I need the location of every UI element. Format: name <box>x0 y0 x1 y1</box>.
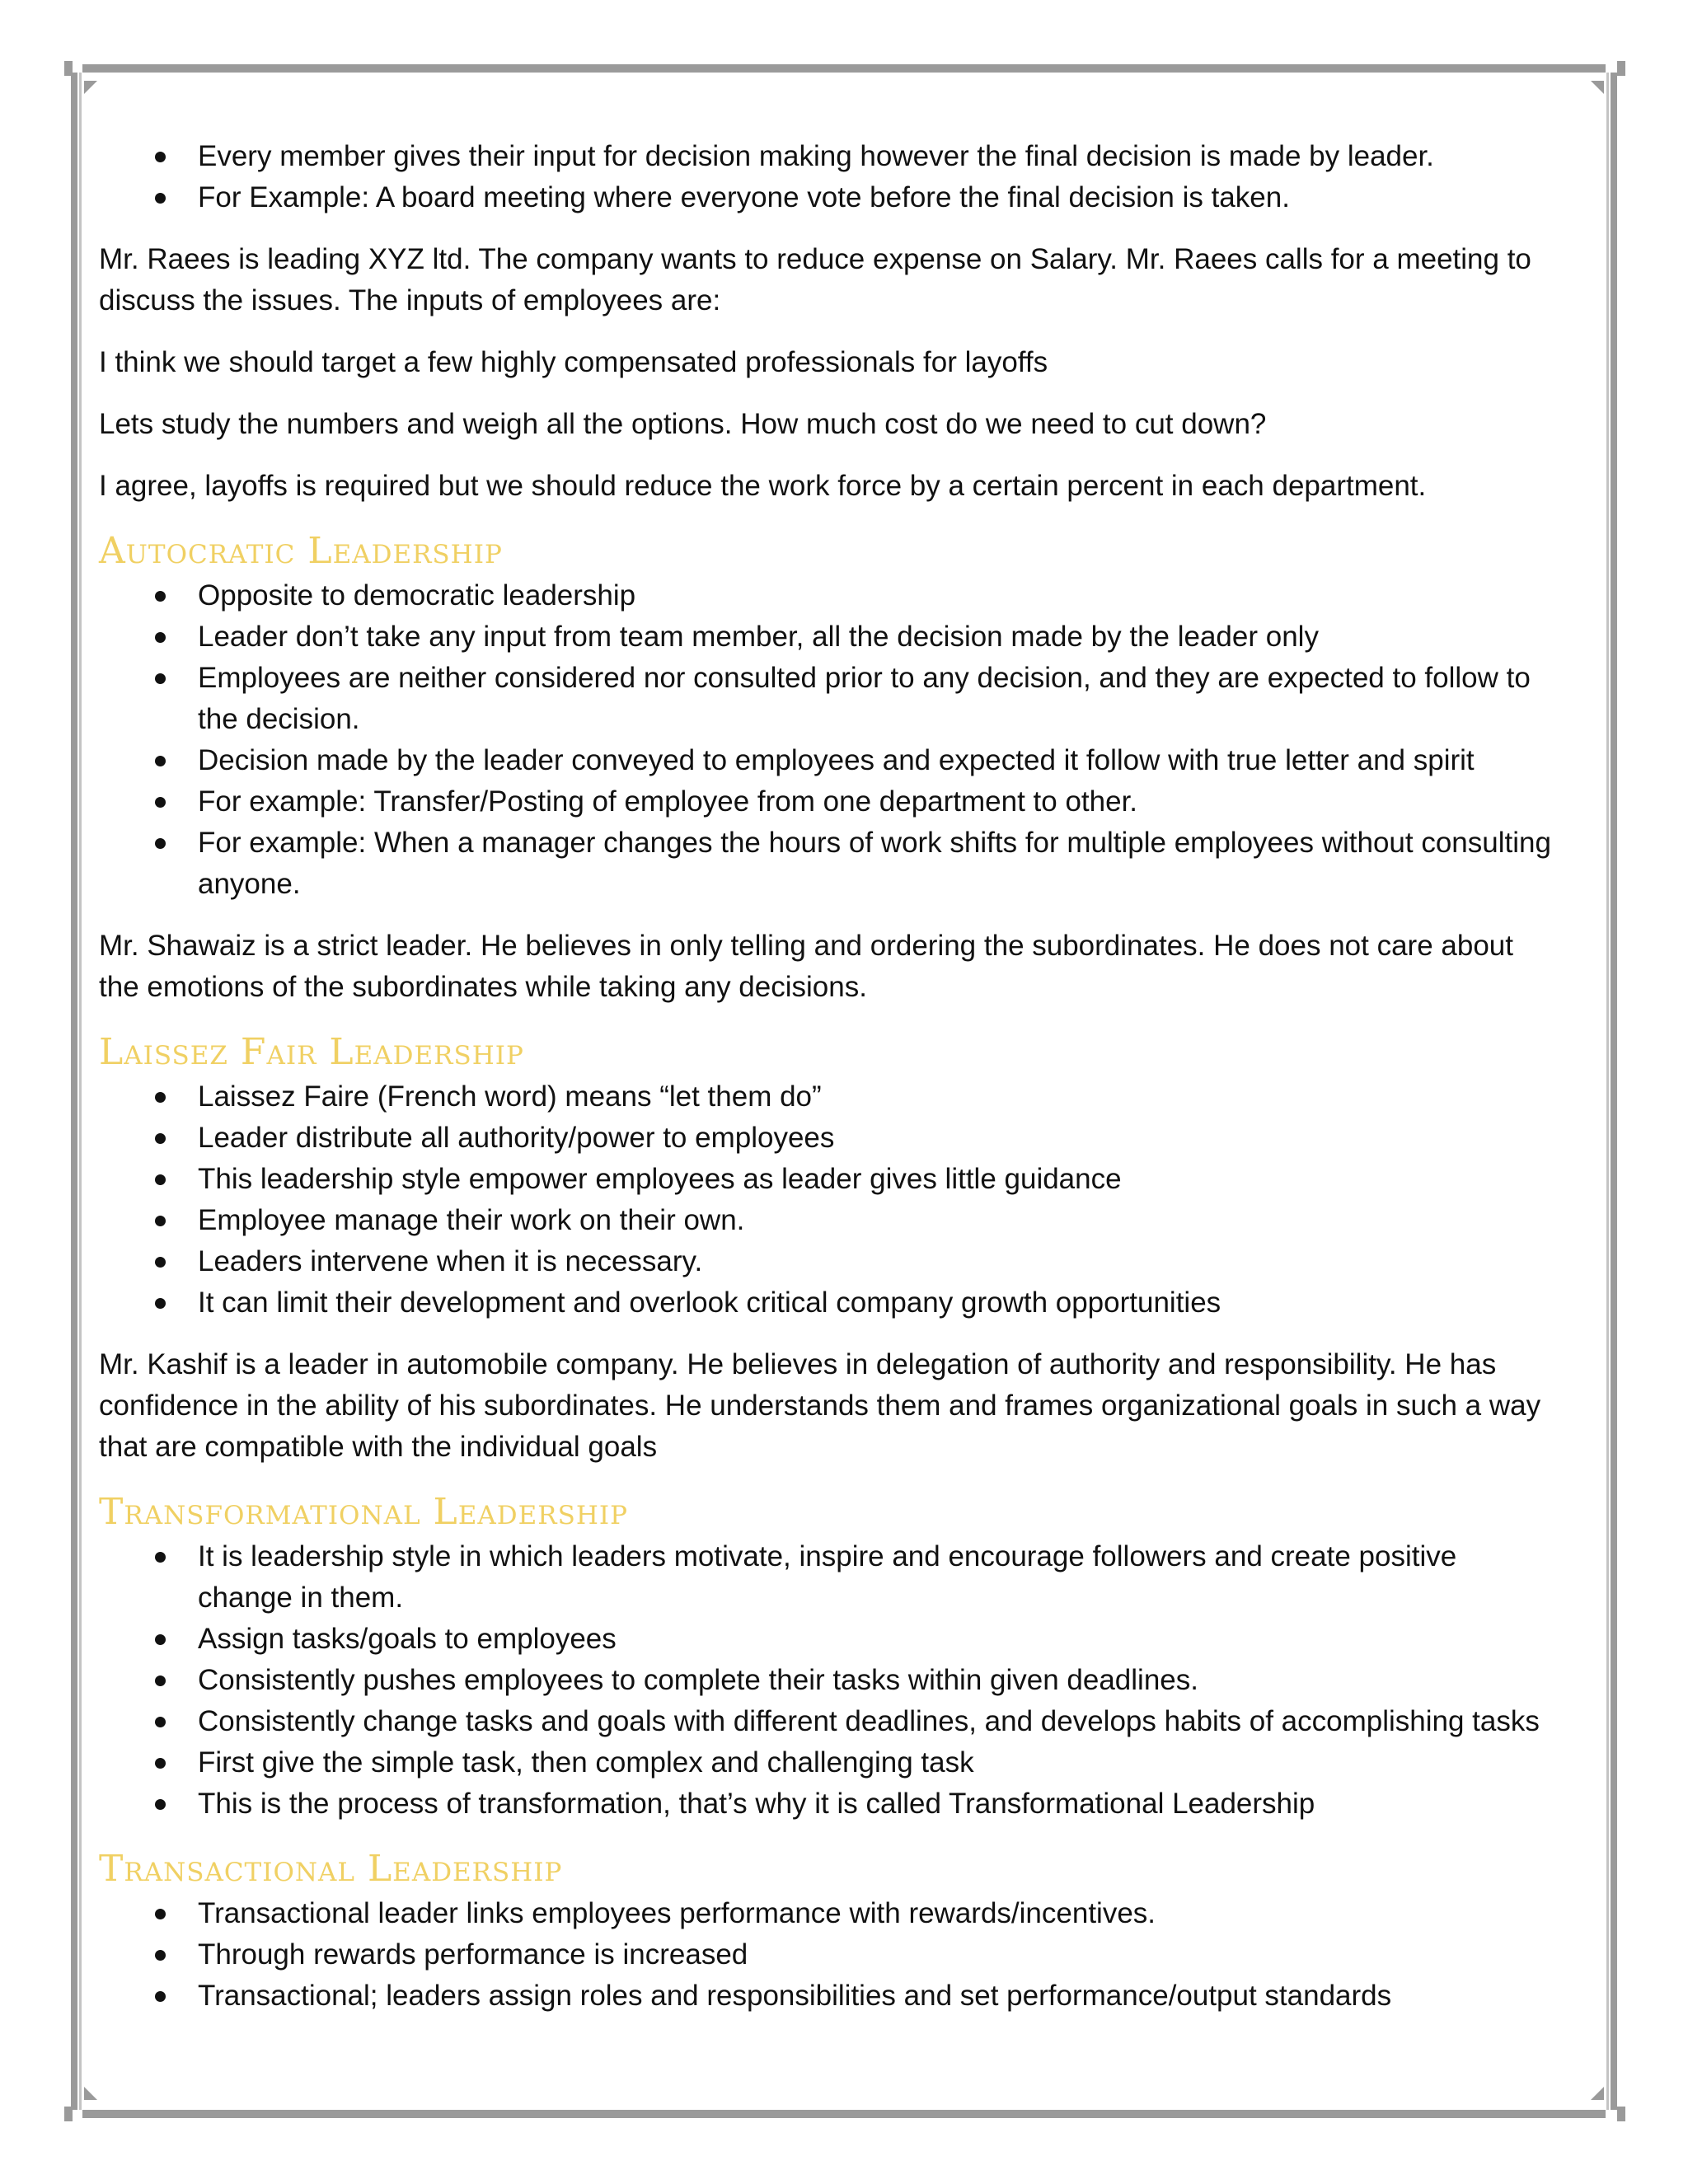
intro-paragraph: I think we should target a few highly compensated professionals for layoffs <box>99 346 1048 378</box>
list-item: Employee manage their work on their own. <box>99 1200 1558 1241</box>
list-item: It can limit their development and overlook critical company growth opportunities <box>99 1282 1558 1324</box>
section-heading-autocratic: Autocratic Leadership <box>99 530 503 572</box>
corner-ornament-bottom-left <box>64 2107 73 2121</box>
section-heading-transformational: Transformational Leadership <box>99 1491 628 1533</box>
corner-triangle-top-left <box>84 81 97 94</box>
list-item: This leadership style empower employees as leader gives little guidance <box>99 1159 1558 1200</box>
laissez-fair-example-paragraph: Mr. Kashif is a leader in automobile company. He believes in delegation of authority and responsibility. He has confidence in the ability of his subordinates. He understands them and frames organizational goals in such a way that are compatible with the individual goals <box>99 1348 1541 1463</box>
list-item: Laissez Faire (French word) means “let them do” <box>99 1076 1558 1118</box>
list-item: Leaders intervene when it is necessary. <box>99 1241 1558 1282</box>
autocratic-bullet-list <box>99 575 1558 905</box>
list-item: For example: Transfer/Posting of employee from one department to other. <box>99 781 1558 823</box>
list-item: For example: When a manager changes the hours of work shifts for multiple employees without consulting anyone. <box>99 823 1558 905</box>
list-item: Leader don’t take any input from team member, all the decision made by the leader only <box>99 616 1558 658</box>
corner-ornament-bottom-right <box>1617 2107 1625 2121</box>
transactional-bullet-list <box>99 1893 1558 2017</box>
section-heading-transactional: Transactional Leadership <box>99 1848 563 1890</box>
laissez-fair-bullet-list <box>99 1076 1558 1324</box>
list-item: Consistently pushes employees to complete their tasks within given deadlines. <box>99 1660 1558 1701</box>
corner-ornament-top-right <box>1617 61 1625 76</box>
list-item: Transactional; leaders assign roles and responsibilities and set performance/output standards <box>99 1975 1558 2017</box>
list-item: It is leadership style in which leaders motivate, inspire and encourage followers and create positive change in them. <box>99 1536 1558 1619</box>
page-border-right <box>1611 73 1617 2110</box>
list-item: Leader distribute all authority/power to employees <box>99 1118 1558 1159</box>
list-item: Transactional leader links employees performance with rewards/incentives. <box>99 1893 1558 1934</box>
list-item: Opposite to democratic leadership <box>99 575 1558 616</box>
corner-triangle-top-right <box>1591 81 1604 94</box>
transformational-bullet-list <box>99 1536 1558 1825</box>
page-border-right-inner <box>1606 73 1609 2110</box>
list-item: Consistently change tasks and goals with different deadlines, and develops habits of accomplishing tasks <box>99 1701 1558 1742</box>
intro-paragraph: Lets study the numbers and weigh all the options. How much cost do we need to cut down? <box>99 408 1267 440</box>
section-heading-laissez-fair: Laissez Fair Leadership <box>99 1031 524 1073</box>
page-border-left <box>71 73 77 2110</box>
list-item: Decision made by the leader conveyed to employees and expected it follow with true letter and spirit <box>99 740 1558 781</box>
corner-ornament-top-left <box>64 61 73 76</box>
document-body <box>99 136 1558 2037</box>
list-item: First give the simple task, then complex and challenging task <box>99 1742 1558 1783</box>
corner-triangle-bottom-left <box>84 2087 97 2100</box>
page-border-left-inner <box>79 73 82 2110</box>
intro-paragraph: I agree, layoffs is required but we should reduce the work force by a certain percent in each department. <box>99 470 1427 502</box>
list-item: Employees are neither considered nor consulted prior to any decision, and they are expected to follow to the decision. <box>99 658 1558 740</box>
intro-bullet-list <box>99 136 1558 218</box>
list-item: Every member gives their input for decision making however the final decision is made by leader. <box>99 136 1558 177</box>
list-item: This is the process of transformation, that’s why it is called Transformational Leadership <box>99 1783 1558 1825</box>
list-item: For Example: A board meeting where everyone vote before the final decision is taken. <box>99 177 1558 218</box>
corner-triangle-bottom-right <box>1591 2087 1604 2100</box>
intro-paragraph: Mr. Raees is leading XYZ ltd. The company wants to reduce expense on Salary. Mr. Raees calls for a meeting to discuss the issues. The inputs of employees are: <box>99 243 1531 316</box>
page-border-top <box>82 64 1606 73</box>
list-item: Assign tasks/goals to employees <box>99 1619 1558 1660</box>
list-item: Through rewards performance is increased <box>99 1934 1558 1975</box>
page-border-bottom <box>82 2110 1606 2118</box>
autocratic-example-paragraph: Mr. Shawaiz is a strict leader. He believes in only telling and ordering the subordinates. He does not care about the emotions of the subordinates while taking any decisions. <box>99 930 1513 1003</box>
